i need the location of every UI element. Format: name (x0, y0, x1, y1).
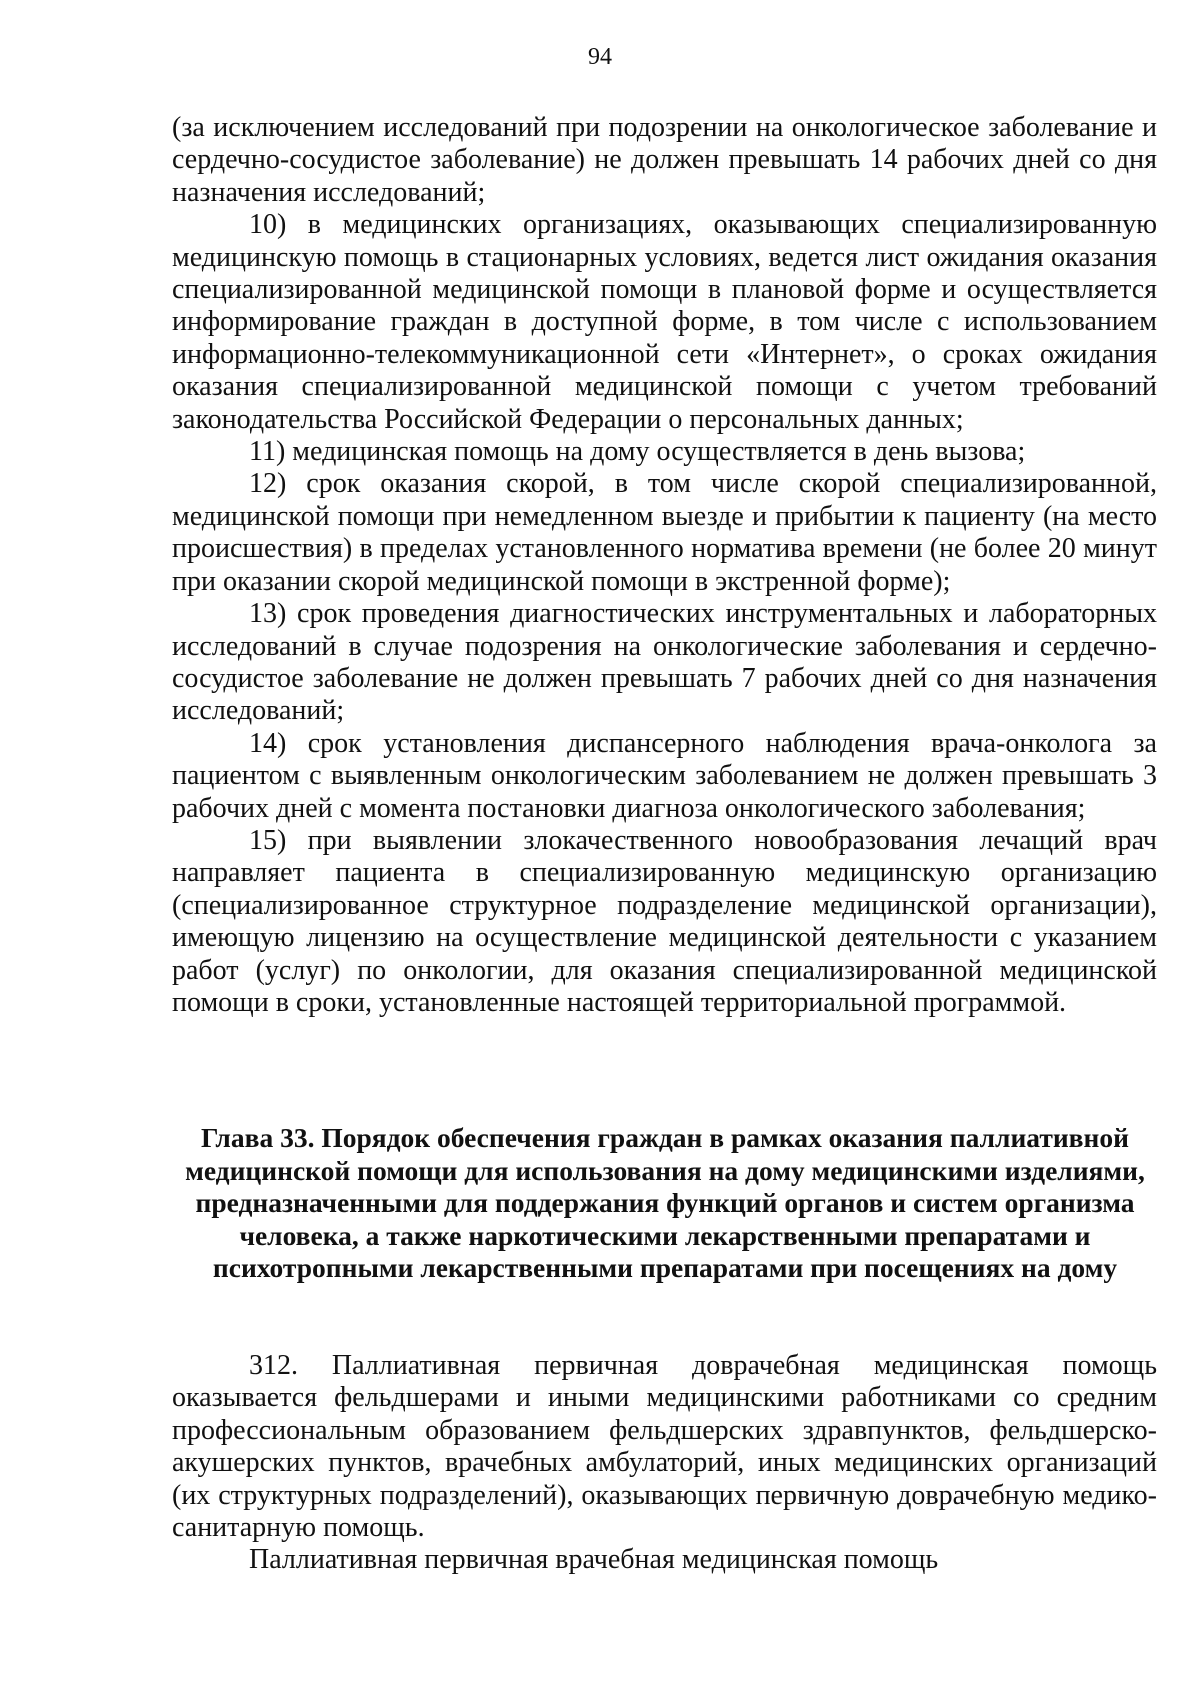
paragraph-312: 312. Паллиативная первичная доврачебная медицинская помощь оказывается фельдшерами и иными медицинскими работниками со средним профессиональным образованием фельдшерских здравпунктов, фельдшерско-акушерских пунктов, врачебных амбулаторий, иных медицинских организаций (их структурных подразделений), оказывающих первичную доврачебную медико-санитарную помощь. (172, 1350, 1157, 1544)
paragraph-item-15: 15) при выявлении злокачественного новообразования лечащий врач направляет пациента в специализированную медицинскую организацию (специализированное структурное подразделение медицинской организации), имеющую лицензию на осуществление медицинской деятельности с указанием работ (услуг) по онкологии, для оказания специализированной медицинской помощи в сроки, установленные настоящей территориальной программой. (172, 824, 1157, 1018)
paragraph-item-14: 14) срок установления диспансерного наблюдения врача-онколога за пациентом с выявленным онкологическим заболеванием не должен превышать 3 рабочих дней с момента постановки диагноза онкологического заболевания; (172, 727, 1157, 824)
chapter-title: Глава 33. Порядок обеспечения граждан в рамках оказания паллиативной медицинской помощи для использования на дому медицинскими изделиями, предназначенными для поддержания функций органов и систем организма человека, а также наркотическими лекарственными препаратами и психотропными лекарственными препаратами при посещениях на дому (185, 1122, 1145, 1284)
paragraph-item-10: 10) в медицинских организациях, оказывающих специализированную медицинскую помощь в стационарных условиях, ведется лист ожидания оказания специализированной медицинской помощи в плановой форме и осуществляется информирование граждан в доступной форме, в том числе с использованием информационно-телекоммуникационной сети «Интернет», о сроках ожидания оказания специализированной медицинской помощи с учетом требований законодательства Российской Федерации о персональных данных; (172, 209, 1157, 435)
page-number: 94 (588, 44, 612, 70)
paragraph-item-11: 11) медицинская помощь на дому осуществляется в день вызова; (249, 436, 1026, 468)
paragraph-continuation: (за исключением исследований при подозрении на онкологическое заболевание и сердечно-сосудистое заболевание) не должен превышать 14 рабочих дней со дня назначения исследований; (172, 112, 1157, 208)
paragraph-item-12: 12) срок оказания скорой, в том числе скорой специализированной, медицинской помощи при немедленном выезде и прибытии к пациенту (на место происшествия) в пределах установленного норматива времени (не более 20 минут при оказании скорой медицинской помощи в экстренной форме); (172, 468, 1157, 597)
text-block-lower (172, 1350, 1157, 1577)
paragraph-312-continued: Паллиативная первичная врачебная медицинская помощь (249, 1544, 939, 1576)
text-block-upper (172, 112, 1157, 1019)
paragraph-item-13: 13) срок проведения диагностических инструментальных и лабораторных исследований в случае подозрения на онкологические заболевания и сердечно-сосудистое заболевание не должен превышать 7 рабочих дней со дня назначения исследований; (172, 598, 1157, 727)
